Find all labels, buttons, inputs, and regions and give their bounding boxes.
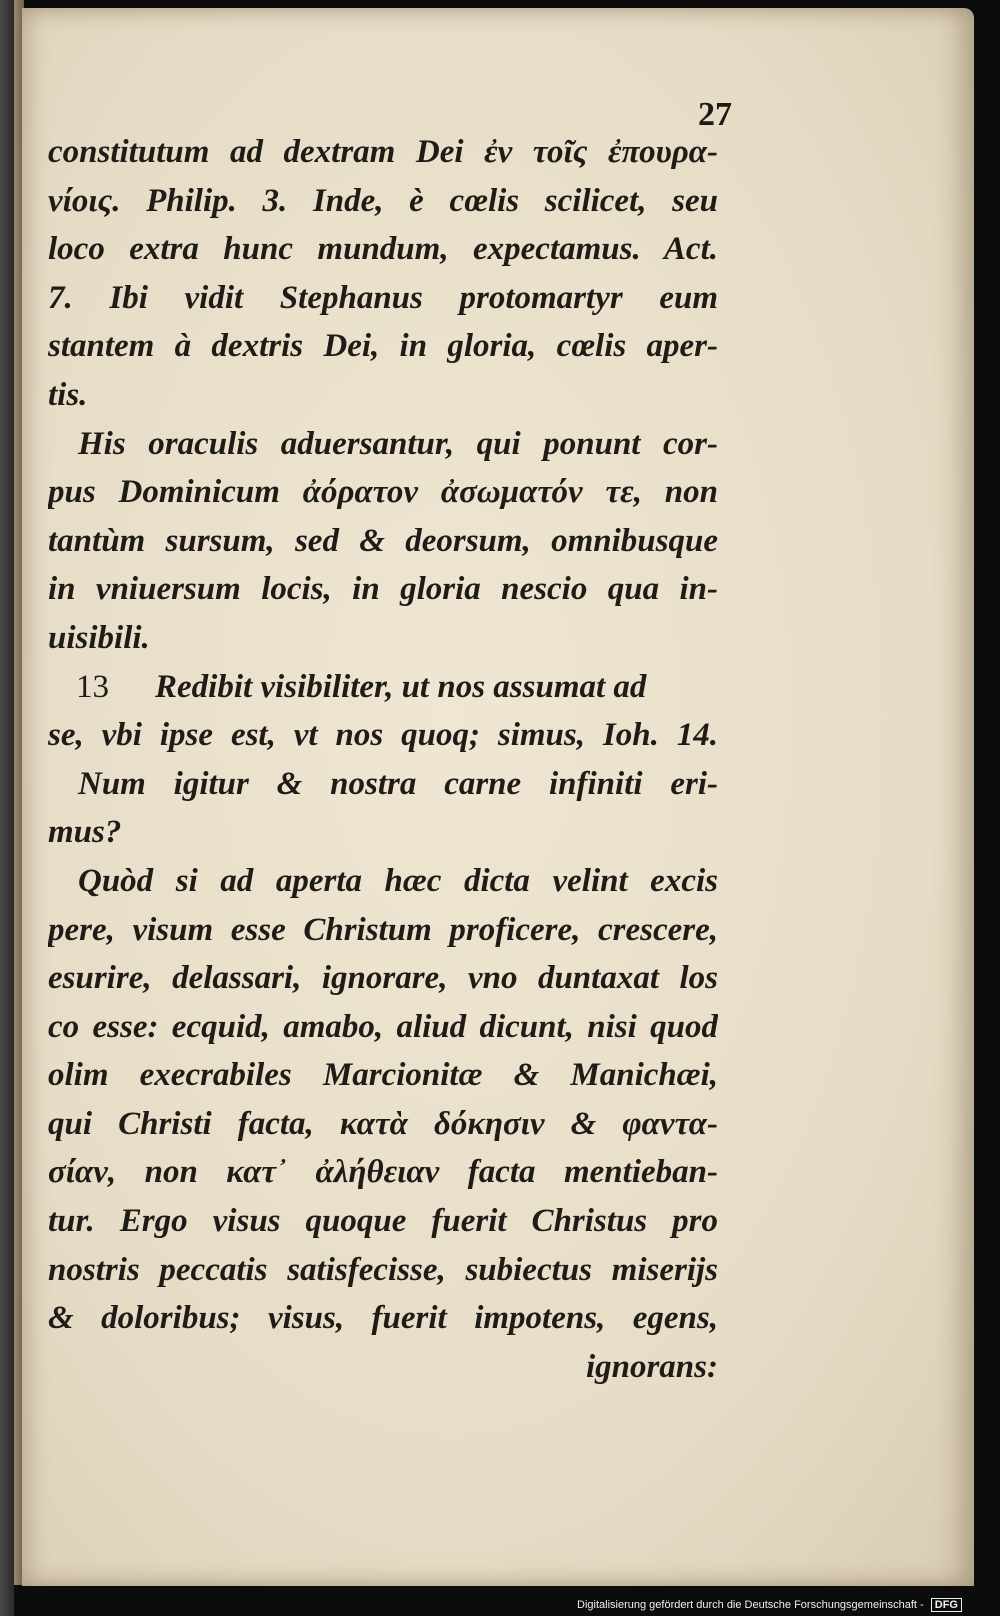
text-line: constitutum ad dextram Dei ἐν τοῖς ἐπουρα-: [48, 134, 718, 170]
text-line: mus?: [48, 814, 122, 851]
text-line: pus Dominicum ἀόρατον ἀσωματόν τε, non: [48, 474, 718, 511]
text-line: σίαν, non κατ᾽ ἀλήθειαν facta mentieban-: [48, 1154, 718, 1191]
text-line: Quòd si ad aperta hæc dicta velint excis: [78, 862, 718, 899]
text-line: pere, visum esse Christum proficere, crescere,: [48, 911, 718, 948]
page-number: 27: [698, 96, 732, 133]
text-line: tur. Ergo visus quoque fuerit Christus pro: [48, 1203, 718, 1240]
text-line: nostris peccatis satisfecisse, subiectus miserijs: [48, 1251, 718, 1288]
text-line: 7. Ibi vidit Stephanus protomartyr eum: [48, 279, 718, 316]
text-line: Redibit visibiliter, ut nos assumat ad: [155, 668, 647, 705]
page-text-block: [48, 128, 718, 1391]
text-line: co esse: ecquid, amabo, aliud dicunt, nisi quod: [48, 1008, 718, 1045]
text-line: esurire, delassari, ignorare, vno duntaxat los: [48, 960, 718, 997]
text-line: se, vbi ipse est, vt nos quoq; simus, Ioh. 14.: [48, 717, 718, 754]
text-line: qui Christi facta, κατὰ δόκησιν & φαντα-: [48, 1105, 718, 1142]
text-line: & doloribus; visus, fuerit impotens, egens,: [48, 1300, 718, 1337]
margin-section-number: 13: [76, 668, 109, 705]
dfg-logo: DFG: [931, 1598, 962, 1612]
text-line: νίοις. Philip. 3. Inde, è cœlis scilicet, seu: [48, 182, 718, 219]
text-line: His oraculis aduersantur, qui ponunt cor-: [78, 425, 718, 462]
text-line: stantem à dextris Dei, in gloria, cœlis aper-: [48, 328, 718, 365]
text-line: olim execrabiles Marcionitæ & Manichæi,: [48, 1057, 718, 1094]
text-line: loco extra hunc mundum, expectamus. Act.: [48, 231, 718, 268]
text-line-numbered: [48, 663, 718, 712]
catchword: ignorans:: [585, 1348, 718, 1385]
text-line: tis.: [48, 376, 88, 413]
scan-left-border: [0, 0, 14, 1616]
credit-text: Digitalisierung gefördert durch die Deutsche Forschungsgemeinschaft -: [577, 1599, 924, 1611]
text-line: in vniuersum locis, in gloria nescio qua in-: [48, 571, 718, 608]
text-line: tantùm sursum, sed & deorsum, omnibusque: [48, 522, 718, 559]
digitization-credit: [577, 1598, 962, 1612]
text-line: uisibili.: [48, 619, 150, 656]
text-line: Num igitur & nostra carne infiniti eri-: [78, 765, 718, 802]
